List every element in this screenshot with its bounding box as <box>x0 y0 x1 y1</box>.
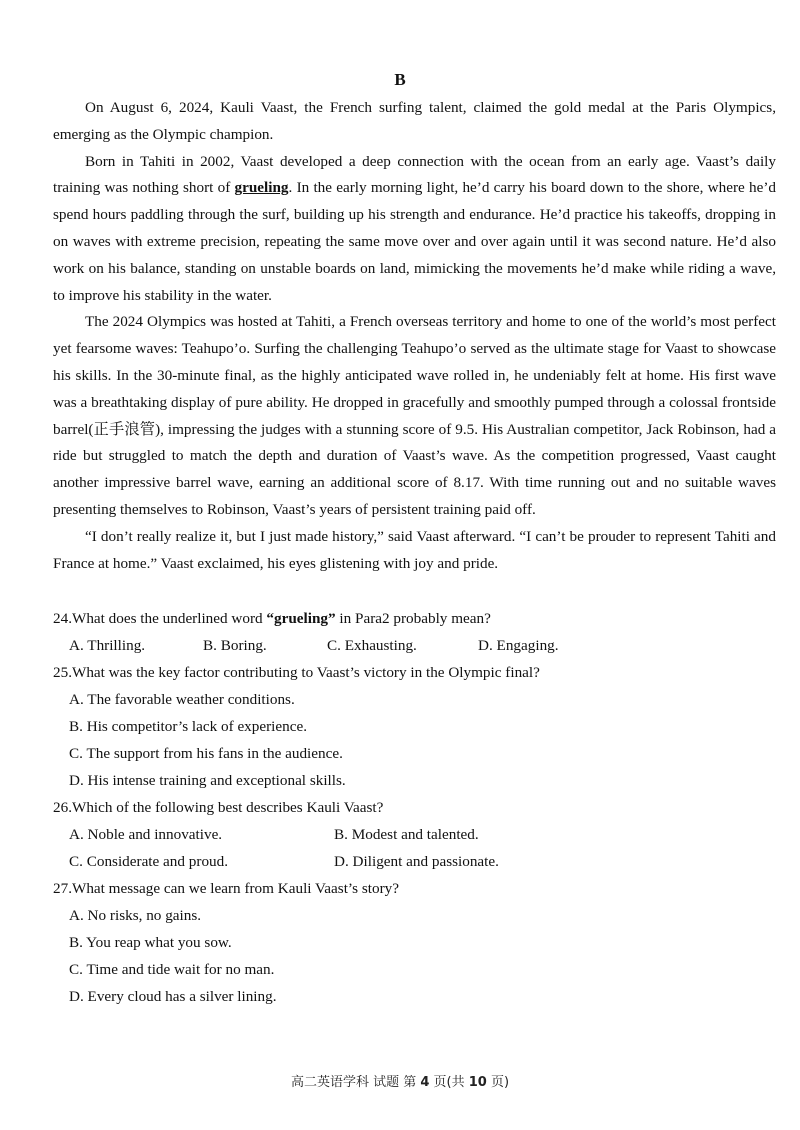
option-27-b: B. You reap what you sow. <box>69 934 232 951</box>
paragraph-2 <box>53 149 776 310</box>
question-27: 27.What message can we learn from Kauli Vaast’s story? <box>53 880 399 897</box>
option-26-b: B. Modest and talented. <box>334 826 479 843</box>
page-footer <box>0 1071 800 1090</box>
footer-middle: 页(共 <box>429 1075 469 1090</box>
question-24 <box>53 605 776 632</box>
question-24-word: “grueling” <box>266 610 336 627</box>
option-25-d: D. His intense training and exceptional skills. <box>69 772 346 789</box>
footer-prefix: 高二英语学科 试题 第 <box>290 1075 421 1090</box>
paragraph-2-after: . In the early morning light, he’d carry his board down to the shore, where he’d spend hours paddling through the surf, building up his strength and endurance. He’d practice his takeoffs, dropping in on waves with extreme precision, repeating the same move over and over again until it was second nature. He’d also work on his balance, standing on unstable boards on land, mimicking the movements he’d make while riding a wave, to improve his stability in the water. <box>53 179 777 304</box>
option-24-b: B. Boring. <box>203 637 267 654</box>
footer-page-number: 4 <box>420 1075 430 1090</box>
section-title: B <box>394 70 406 89</box>
question-24-after: in Para2 probably mean? <box>335 610 491 627</box>
option-25-c: C. The support from his fans in the audience. <box>69 745 343 762</box>
paragraph-2-before: Born in Tahiti in 2002, Vaast developed a deep connection with the ocean from an early age. Vaast’s daily training was nothing short of <box>53 152 776 197</box>
reading-passage <box>53 95 776 577</box>
underlined-word: grueling <box>234 179 289 197</box>
option-26-a: A. Noble and innovative. <box>69 826 223 843</box>
option-26-c: C. Considerate and proud. <box>69 853 229 870</box>
questions-section <box>53 605 776 1010</box>
option-27-c: C. Time and tide wait for no man. <box>69 961 275 978</box>
option-25-a: A. The favorable weather conditions. <box>69 691 295 708</box>
question-25: 25.What was the key factor contributing to Vaast’s victory in the Olympic final? <box>53 664 540 681</box>
option-26-d: D. Diligent and passionate. <box>334 853 499 870</box>
option-24-c: C. Exhausting. <box>327 637 417 654</box>
footer-total-pages: 10 <box>468 1075 487 1090</box>
question-26-options-row-2 <box>53 848 776 875</box>
paragraph-4: “I don’t really realize it, but I just made history,” said Vaast afterward. “I can’t be prouder to represent Tahiti and France at home.” Vaast exclaimed, his eyes glistening with joy and pride. <box>53 527 776 572</box>
option-24-a: A. Thrilling. <box>69 637 146 654</box>
question-24-before: 24.What does the underlined word <box>53 610 267 627</box>
footer-suffix: 页) <box>486 1075 510 1090</box>
question-26: 26.Which of the following best describes Kauli Vaast? <box>53 799 384 816</box>
option-27-a: A. No risks, no gains. <box>69 907 202 924</box>
option-27-d: D. Every cloud has a silver lining. <box>69 988 277 1005</box>
question-26-options-row-1 <box>53 821 776 848</box>
option-25-b: B. His competitor’s lack of experience. <box>69 718 308 735</box>
question-24-options <box>53 632 776 659</box>
paragraph-1: On August 6, 2024, Kauli Vaast, the French surfing talent, claimed the gold medal at the Paris Olympics, emerging as the Olympic champion. <box>53 99 776 143</box>
option-24-d: D. Engaging. <box>478 637 559 654</box>
paragraph-3: The 2024 Olympics was hosted at Tahiti, a French overseas territory and home to one of the world’s most perfect yet fearsome waves: Teahupo’o. Surfing the challenging Teahupo’o served as the ultimate stage for Vaast to showcase his skills. In the 30-minute final, as the highly anticipated wave rolled in, he undeniably felt at home. His first wave was a breathtaking display of pure ability. He dropped in gracefully and smoothly pumped through a colossal frontside barrel(正手浪管), impressing the judges with a stunning score of 9.5. His Australian competitor, Jack Robinson, had a ride but struggled to match the depth and duration of Vaast’s wave. As the competition progressed, Vaast caught another impressive barrel wave, earning an additional score of 8.17. With time running out and no suitable waves presenting themselves to Robinson, Vaast’s years of persistent training paid off. <box>53 313 776 518</box>
